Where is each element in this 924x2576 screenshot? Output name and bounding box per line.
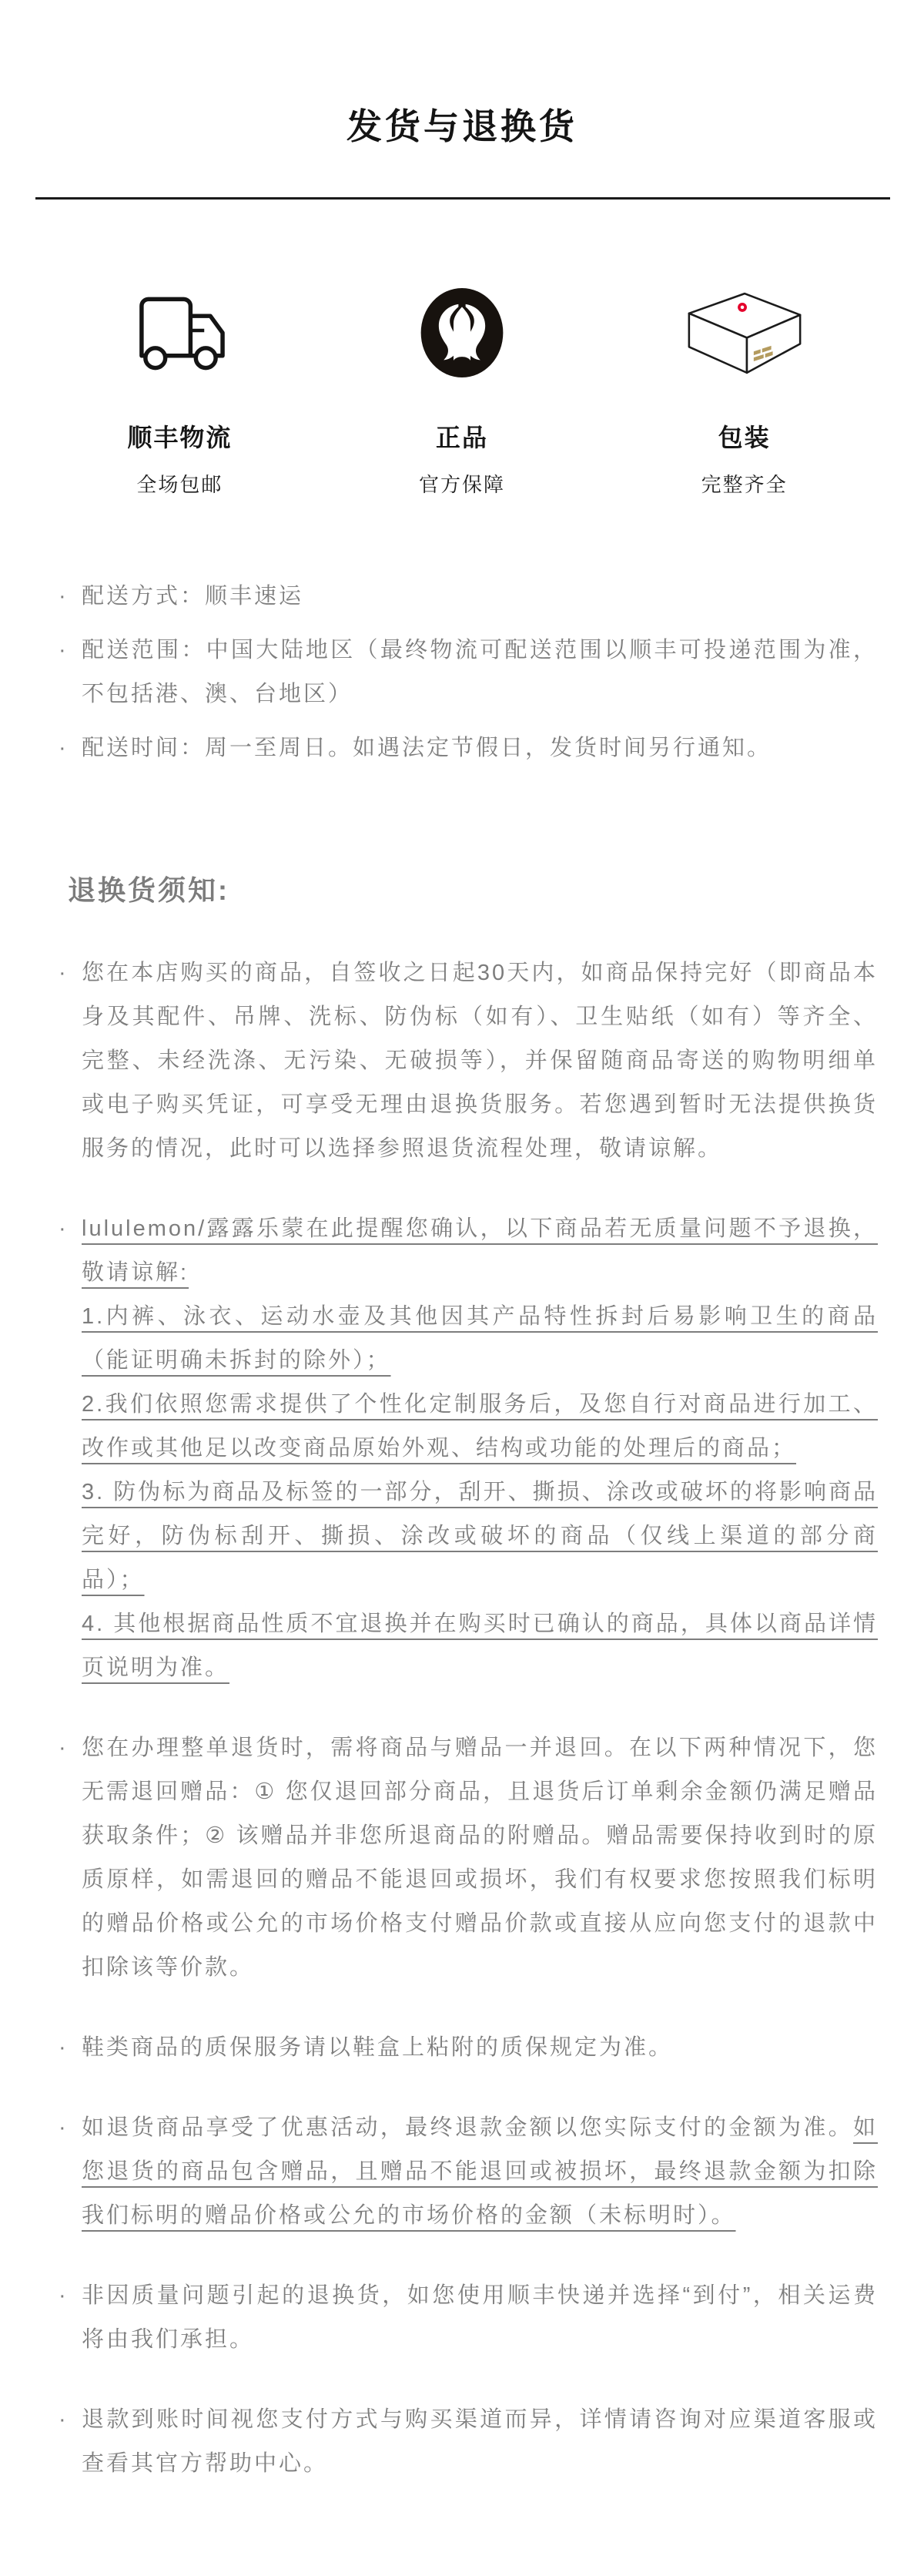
feature-authentic xyxy=(321,283,604,498)
bullet-dot: · xyxy=(59,638,69,662)
non-returnable-rule-2: 2.我们依照您需求提供了个性化定制服务后，及您自行对商品进行加工、改作或其他足以改变商品原始外观、结构或功能的处理后的商品； xyxy=(82,1392,878,1461)
gift-return-text: 您在办理整单退货时，需将商品与赠品一并退回。在以下两种情况下，您无需退回赠品：① 您仅退回部分商品，且退货后订单剩余金额仍满足赠品获取条件；② 该赠品并非您所退商品的附赠品。赠品需要保持收到时的原质原样，如需退回的赠品不能退回或损坏，我们有权要求您按照我们标明的赠品价格或公允的市场价格支付赠品价款或直接从应向您支付的退款中扣除该等价款。 xyxy=(82,1736,878,1980)
bullet-dot: · xyxy=(59,2035,69,2060)
bullet-dot: · xyxy=(59,2115,69,2140)
bullet-dot: · xyxy=(59,2283,69,2308)
feature-title: 正品 xyxy=(436,424,489,451)
non-returnable-rule-4: 4. 其他根据商品性质不宜退换并在购买时已确认的商品，具体以商品详情页说明为准。 xyxy=(82,1612,878,1680)
lululemon-logo xyxy=(321,283,604,383)
feature-packaging xyxy=(603,283,886,498)
truck-icon xyxy=(38,283,321,383)
title-divider xyxy=(35,197,890,200)
shipping-fee-text: 非因质量问题引起的退换货，如您使用顺丰快递并选择“到付”，相关运费将由我们承担。 xyxy=(82,2283,878,2352)
bullet-dot: · xyxy=(59,736,69,760)
feature-subtitle: 完整齐全 xyxy=(701,473,788,496)
bullet-dot: · xyxy=(59,1216,69,1241)
shipping-fee-item xyxy=(59,2274,878,2362)
features-row xyxy=(38,283,886,498)
policy-30day-item xyxy=(59,951,878,1171)
gift-return-item xyxy=(59,1726,878,1990)
feature-title: 包装 xyxy=(718,424,771,451)
bullet-dot: · xyxy=(59,2407,69,2432)
refund-amount-underlined: 如您退货的商品包含赠品，且赠品不能退回或被损坏，最终退款金额为扣除我们标明的赠品价格或公允的市场价格的金额（未标明时）。 xyxy=(82,2115,878,2228)
feature-subtitle: 官方保障 xyxy=(419,473,506,496)
policy-30day-text: 您在本店购买的商品，自签收之日起30天内，如商品保持完好（即商品本身及其配件、吊牌、洗标、防伪标（如有）、卫生贴纸（如有）等齐全、完整、未经洗涤、无污染、无破损等），并保留随商品寄送的购物明细单或电子购买凭证，可享受无理由退换货服务。若您遇到暂时无法提供换货服务的情况，此时可以选择参照退货流程处理，敬请谅解。 xyxy=(82,961,878,1161)
shipping-returns-page xyxy=(0,99,924,2517)
feature-subtitle: 全场包邮 xyxy=(136,473,223,496)
bullet-dot: · xyxy=(59,961,69,985)
bullet-dot: · xyxy=(59,584,69,609)
non-returnable-intro: lululemon/露露乐蒙在此提醒您确认，以下商品若无质量问题不予退换，敬请谅解: xyxy=(82,1216,878,1285)
feature-sf-logistics xyxy=(38,283,321,498)
bottom-padding xyxy=(0,2486,924,2517)
shipping-method-item xyxy=(59,575,878,619)
shipping-info-list xyxy=(59,575,878,770)
shoe-warranty-item xyxy=(59,2026,878,2070)
package-box-icon xyxy=(603,283,886,383)
feature-title: 顺丰物流 xyxy=(127,424,233,451)
refund-amount-item xyxy=(59,2106,878,2238)
refund-time-text: 退款到账时间视您支付方式与购买渠道而异，详情请咨询对应渠道客服或查看其官方帮助中心。 xyxy=(82,2407,878,2476)
non-returnable-rule-1: 1.内裤、泳衣、运动水壶及其他因其产品特性拆封后易影响卫生的商品（能证明确未拆封的除外）； xyxy=(82,1304,878,1373)
shipping-time-text: 配送时间：周一至周日。如遇法定节假日，发货时间另行通知。 xyxy=(82,736,772,760)
shipping-method-text: 配送方式：顺丰速运 xyxy=(82,584,304,609)
shipping-range-item xyxy=(59,629,878,716)
non-returnable-rule-3: 3. 防伪标为商品及标签的一部分，刮开、撕损、涂改或破坏的将影响商品完好，防伪标刮开、撕损、涂改或破坏的商品（仅线上渠道的部分商品）； xyxy=(82,1480,878,1592)
non-returnable-item xyxy=(59,1207,878,1690)
shipping-time-item xyxy=(59,726,878,770)
refund-time-item xyxy=(59,2398,878,2486)
shipping-range-text: 配送范围：中国大陆地区（最终物流可配送范围以顺丰可投递范围为准，不包括港、澳、台地区） xyxy=(82,638,878,706)
returns-notice-heading: 退换货须知: xyxy=(68,874,229,906)
refund-amount-normal: 如退货商品享受了优惠活动，最终退款金额以您实际支付的金额为准。 xyxy=(82,2115,853,2140)
bullet-dot: · xyxy=(59,1736,69,1760)
returns-notice-list xyxy=(59,951,878,2486)
page-title: 发货与退换货 xyxy=(346,106,578,146)
shoe-warranty-text: 鞋类商品的质保服务请以鞋盒上粘附的质保规定为准。 xyxy=(82,2035,674,2060)
